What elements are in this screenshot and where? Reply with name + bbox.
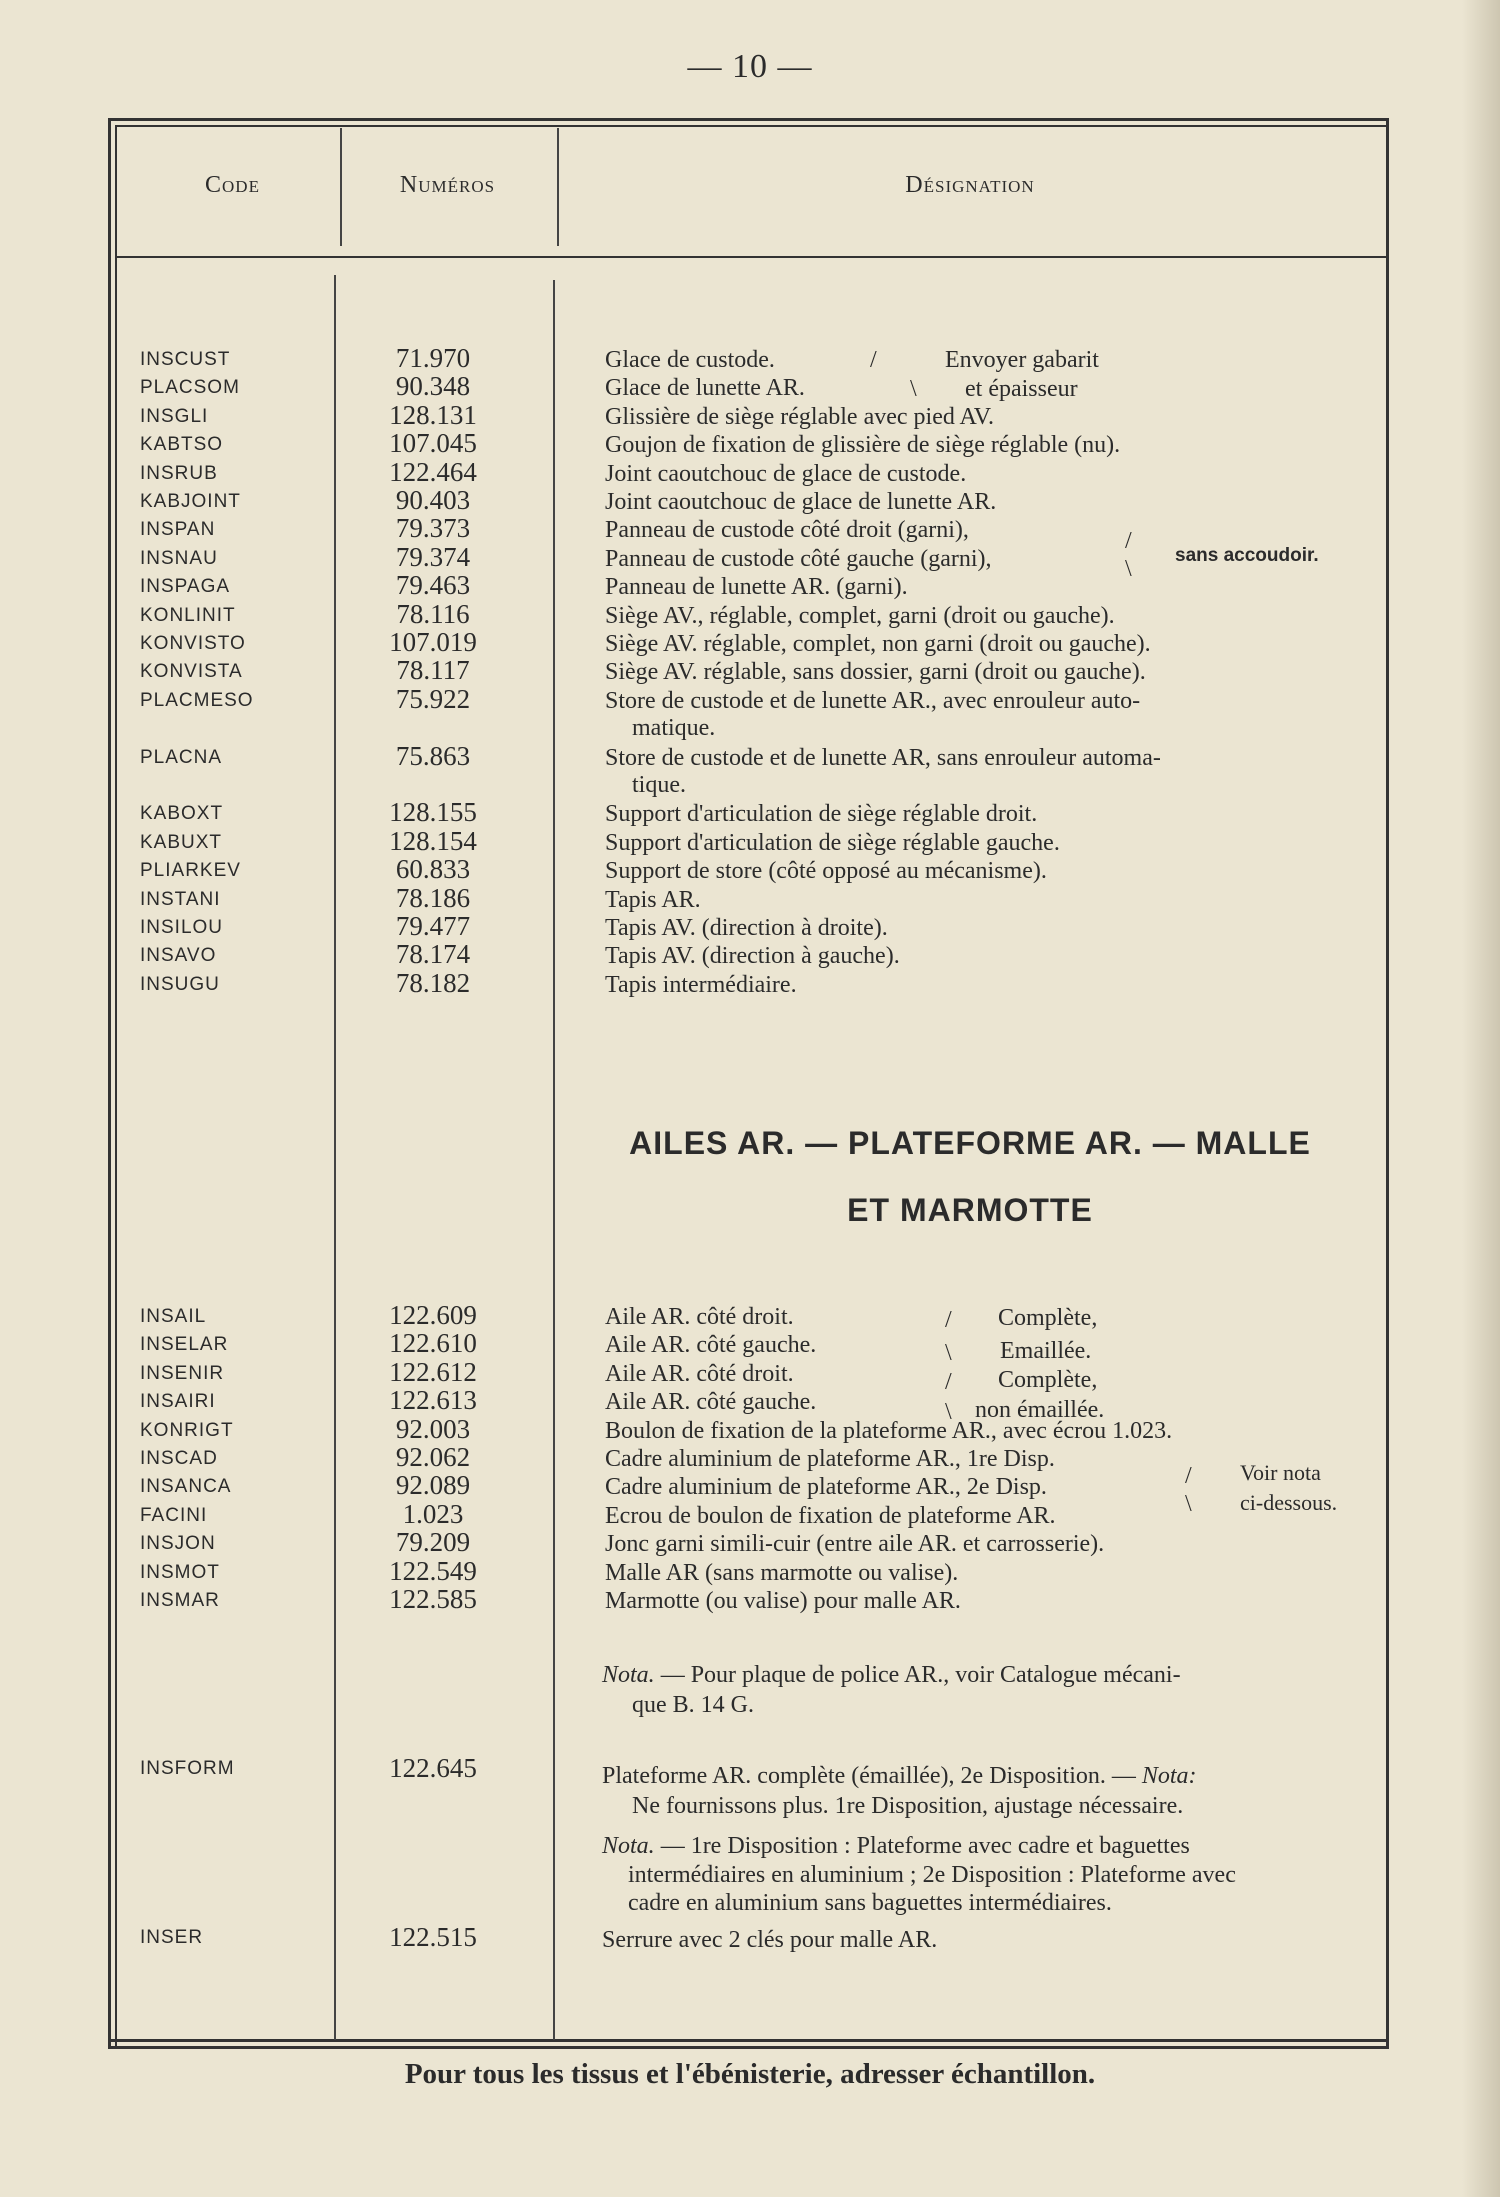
row-designation: Support de store (côté opposé au mécanisme). xyxy=(605,858,1047,885)
row-number: 128.154 xyxy=(389,825,477,856)
row-number: 122.612 xyxy=(389,1356,477,1387)
bracket: / xyxy=(870,347,877,373)
row-number: 122.464 xyxy=(389,456,477,487)
row-code: INSCUST xyxy=(140,349,231,370)
row-code: PLACNA xyxy=(140,746,223,768)
row-number: 92.003 xyxy=(395,1413,471,1444)
insform-nota-label: Nota: xyxy=(1141,1763,1197,1789)
row-designation: Glissière de siège réglable avec pied AV. xyxy=(605,403,994,430)
row-code: KABUXT xyxy=(140,831,223,853)
row-code: PLACMESO xyxy=(140,689,254,711)
row-designation: Aile AR. côté gauche. xyxy=(605,1389,817,1416)
frame-rule xyxy=(1386,118,1389,2048)
row-code: INSANCA xyxy=(140,1476,232,1498)
row-code: INSJON xyxy=(140,1533,216,1555)
column-divider xyxy=(340,128,342,246)
note-emaillee: Emaillée. xyxy=(1000,1338,1092,1364)
row-code: KABJOINT xyxy=(140,491,241,512)
row-number: 78.117 xyxy=(396,655,470,686)
note-non-emaillee: non émaillée. xyxy=(975,1397,1105,1423)
nota-label: Nota. xyxy=(602,1662,655,1688)
note-voir-nota: Voir nota xyxy=(1240,1460,1321,1485)
row-code: INSGLI xyxy=(140,405,209,427)
row-number: 128.155 xyxy=(389,797,477,828)
row-designation: Support d'articulation de siège réglable droit. xyxy=(605,801,1038,828)
row-number: 122.610 xyxy=(389,1328,477,1359)
row-designation: Aile AR. côté droit. xyxy=(605,1304,794,1330)
row-number: 79.373 xyxy=(395,513,471,544)
page-edge-shadow xyxy=(1462,0,1500,2197)
row-number: 90.403 xyxy=(395,485,471,515)
row-designation: Aile AR. côté droit. xyxy=(605,1360,794,1387)
row-code: KONVISTA xyxy=(140,661,243,683)
bracket: \ xyxy=(1185,1491,1192,1517)
row-code: PLACSOM xyxy=(140,377,240,399)
row-code: FACINI xyxy=(140,1504,208,1526)
nota-two-line3: cadre en aluminium sans baguettes intermédiaires. xyxy=(628,1890,1112,1916)
row-number: 90.348 xyxy=(395,371,471,402)
row-designation: Aile AR. côté gauche. xyxy=(605,1332,817,1359)
row-number: 92.062 xyxy=(395,1442,471,1472)
header-numeros: Numéros xyxy=(399,172,496,198)
row-number: 60.833 xyxy=(395,854,471,885)
row-designation: Cadre aluminium de plateforme AR., 2e Disp. xyxy=(605,1474,1047,1501)
row-designation: Siège AV. réglable, complet, non garni (droit ou gauche). xyxy=(605,631,1151,657)
nota-two xyxy=(602,1833,1190,1860)
row-number: 122.515 xyxy=(389,1922,477,1952)
row-code: INSAIRI xyxy=(140,1391,216,1413)
row-code: INSMAR xyxy=(140,1590,220,1611)
section-title-line2: ET MARMOTTE xyxy=(847,1192,1093,1228)
row-designation: Cadre aluminium de plateforme AR., 1re Disp. xyxy=(605,1446,1055,1472)
header-rule xyxy=(115,256,1387,258)
header-code: Code xyxy=(205,172,260,198)
row-designation: Ecrou de boulon de fixation de plateforme AR. xyxy=(605,1502,1056,1529)
nota-two-line2: intermédiaires en aluminium ; 2e Disposition : Plateforme avec xyxy=(628,1862,1236,1888)
row-code: KONLINIT xyxy=(140,604,236,626)
row-number: 122.613 xyxy=(389,1385,477,1416)
row-designation: Panneau de custode côté droit (garni), xyxy=(605,517,969,544)
row-number: 79.209 xyxy=(395,1527,471,1558)
row-number: 122.549 xyxy=(389,1555,477,1586)
frame-rule xyxy=(115,125,117,2046)
row-code: INSFORM xyxy=(140,1758,235,1779)
row-code: KABOXT xyxy=(140,803,224,825)
row-number: 79.374 xyxy=(395,541,471,572)
row-number: 122.609 xyxy=(389,1300,477,1330)
frame-rule xyxy=(108,2046,1389,2049)
row-number: 78.182 xyxy=(395,967,471,998)
row-number: 107.045 xyxy=(389,428,477,459)
row-code: INSAIL xyxy=(140,1306,207,1327)
note-complete: Complète, xyxy=(998,1305,1098,1331)
row-designation: Tapis AV. (direction à gauche). xyxy=(605,943,900,970)
row-code: INSMOT xyxy=(140,1561,220,1583)
note-epaisseur: et épaisseur xyxy=(965,376,1078,402)
row-designation: Jonc garni simili-cuir (entre aile AR. et carrosserie). xyxy=(605,1531,1105,1558)
row-code: INSCAD xyxy=(140,1448,218,1469)
row-designation: Glace de custode. xyxy=(605,347,775,373)
row-designation: Tapis AR. xyxy=(605,886,701,913)
row-code: INSILOU xyxy=(140,917,224,938)
row-code: INSNAU xyxy=(140,547,218,569)
row-number: 128.131 xyxy=(389,399,477,430)
row-code: INSER xyxy=(140,1927,204,1948)
footer-note: Pour tous les tissus et l'ébénisterie, adresser échantillon. xyxy=(404,2058,1096,2090)
row-designation: Boulon de fixation de la plateforme AR., avec écrou 1.023. xyxy=(605,1417,1173,1444)
row-designation-continued: tique. xyxy=(632,771,686,798)
row-designation: Store de custode et de lunette AR, sans enrouleur automa- xyxy=(605,744,1161,771)
bracket: / xyxy=(945,1369,952,1395)
column-divider xyxy=(553,280,555,2040)
bracket: / xyxy=(1185,1463,1192,1489)
row-number: 107.019 xyxy=(389,627,477,657)
insform-text: Plateforme AR. complète (émaillée), 2e Disposition. — xyxy=(602,1763,1136,1789)
row-designation-continued: matique. xyxy=(632,714,716,741)
frame-rule xyxy=(108,2039,1389,2042)
row-number: 78.186 xyxy=(395,882,471,913)
row-number: 75.863 xyxy=(395,740,471,771)
row-code: INSAVO xyxy=(140,945,217,967)
row-designation: Tapis AV. (direction à droite). xyxy=(605,915,888,941)
row-designation: Store de custode et de lunette AR., avec enrouleur auto- xyxy=(605,687,1141,714)
row-number: 79.463 xyxy=(395,570,471,601)
row-number: 79.477 xyxy=(395,911,471,941)
page-number: — 10 — xyxy=(687,48,813,85)
insform-desc-line1 xyxy=(602,1763,1197,1790)
nota-one-continued: que B. 14 G. xyxy=(632,1692,754,1718)
row-number: 78.174 xyxy=(395,939,471,970)
note-ci-dessous: ci-dessous. xyxy=(1240,1490,1338,1515)
column-divider xyxy=(334,275,336,2040)
nota-text: — Pour plaque de police AR., voir Catalogue mécani- xyxy=(660,1662,1181,1688)
row-designation: Joint caoutchouc de glace de lunette AR. xyxy=(605,489,997,515)
bracket: \ xyxy=(945,1399,952,1425)
note-accoudoir: sans accoudoir. xyxy=(1175,545,1319,566)
bracket: \ xyxy=(1125,556,1132,582)
frame-rule xyxy=(108,118,111,2046)
nota-one xyxy=(602,1662,1181,1689)
row-number: 1.023 xyxy=(402,1498,464,1529)
row-code: INSENIR xyxy=(140,1362,225,1384)
bracket: / xyxy=(945,1307,952,1333)
section-title-line1: AILES AR. — PLATEFORME AR. — MALLE xyxy=(629,1125,1311,1161)
row-code: KABTSO xyxy=(140,434,224,456)
bracket: \ xyxy=(910,376,917,402)
row-number: 92.089 xyxy=(395,1470,471,1501)
row-number: 122.645 xyxy=(389,1753,477,1783)
row-designation: Joint caoutchouc de glace de custode. xyxy=(605,460,967,487)
row-designation: Glace de lunette AR. xyxy=(605,375,805,402)
row-code: INSUGU xyxy=(140,973,220,995)
note-complete: Complète, xyxy=(998,1367,1098,1393)
row-designation: Panneau de lunette AR. (garni). xyxy=(605,574,908,601)
insform-desc-line2: Ne fournissons plus. 1re Disposition, ajustage nécessaire. xyxy=(632,1793,1184,1819)
row-designation: Goujon de fixation de glissière de siège réglable (nu). xyxy=(605,432,1121,459)
row-designation: Malle AR (sans marmotte ou valise). xyxy=(605,1559,959,1586)
row-number: 71.970 xyxy=(395,343,471,373)
bracket: \ xyxy=(945,1340,952,1366)
row-designation: Tapis intermédiaire. xyxy=(605,971,797,998)
row-number: 75.922 xyxy=(395,683,471,714)
row-code: INSRUB xyxy=(140,462,218,484)
row-designation: Marmotte (ou valise) pour malle AR. xyxy=(605,1588,961,1614)
row-code: KONVISTO xyxy=(140,633,246,654)
row-code: INSTANI xyxy=(140,888,221,910)
row-designation: Serrure avec 2 clés pour malle AR. xyxy=(602,1927,938,1953)
row-number: 122.585 xyxy=(389,1584,477,1614)
row-designation: Support d'articulation de siège réglable gauche. xyxy=(605,829,1060,856)
row-code: INSELAR xyxy=(140,1334,229,1356)
frame-rule xyxy=(108,118,1388,121)
row-code: PLIARKEV xyxy=(140,860,241,882)
row-number: 78.116 xyxy=(396,598,470,629)
nota-text: — 1re Disposition : Plateforme avec cadre et baguettes xyxy=(660,1833,1190,1859)
row-designation: Siège AV. réglable, sans dossier, garni (droit ou gauche). xyxy=(605,659,1146,686)
nota-label: Nota. xyxy=(602,1833,655,1859)
frame-rule xyxy=(115,125,1388,127)
row-designation: Siège AV., réglable, complet, garni (droit ou gauche). xyxy=(605,602,1115,629)
row-code: INSPAGA xyxy=(140,576,231,598)
row-designation: Panneau de custode côté gauche (garni), xyxy=(605,545,992,572)
row-code: INSPAN xyxy=(140,519,216,541)
bracket: / xyxy=(1125,528,1132,554)
header-designation: Désignation xyxy=(905,172,1035,198)
note-envoyer: Envoyer gabarit xyxy=(945,347,1099,373)
column-divider xyxy=(557,128,559,246)
row-code: KONRIGT xyxy=(140,1419,234,1441)
